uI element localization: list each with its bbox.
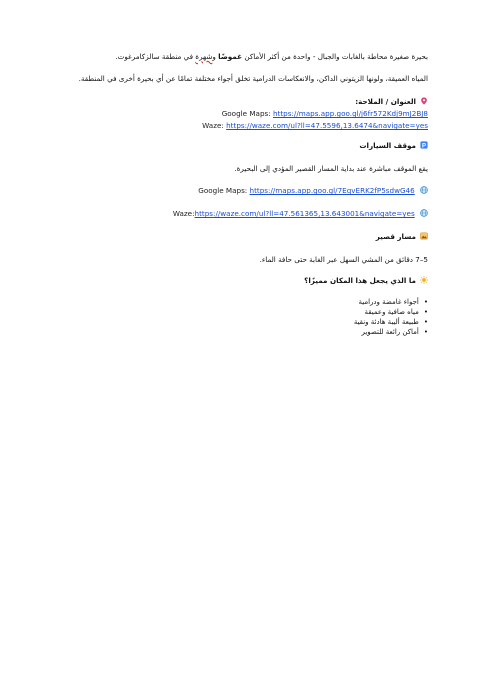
address-waze-line [202,121,428,131]
special-heading-text: ما الذي يجعل هذا المكان مميزًا؟ [304,276,416,285]
list-item: • مياه صافية وعميقة [354,307,428,317]
parking-icon [420,141,428,149]
parking-waze-link[interactable]: https://waze.com/ul?ll=47.561365,13.643001&navigate=yes [194,209,415,218]
list-item: • أماكن رائعة للتصوير [354,327,428,337]
special-list [354,297,428,337]
parking-google-line [198,186,428,196]
intro-underlined-word: شهرة [195,52,213,61]
route-icon [420,232,428,240]
parking-google-link[interactable]: https://maps.app.goo.gl/7EqvERK2fP5sdwG46 [249,186,415,195]
address-google-link[interactable]: https://maps.app.goo.gl/j6fr572Kdj9mJ2BJ8 [272,109,428,118]
route-heading [376,232,428,242]
intro-line-2: المياه العميقة، ولونها الزيتوني الداكن، والانعكاسات الدرامية تخلق أجواء مختلفة تمامًا عن أي بحيرة أخرى في المنطقة. [78,74,428,83]
sparkle-icon [420,276,428,284]
address-google-label: Google Maps: [221,109,271,118]
list-item: • طبيعة أليبة هادئة ونقية [354,317,428,327]
globe-icon [420,186,428,194]
parking-google-label: Google Maps: [198,186,248,195]
list-item: • أجواء غامضة ودرامية [354,297,428,307]
address-waze-link[interactable]: https://waze.com/ul?ll=47.5596,13.6474&navigate=yes [226,121,428,130]
special-heading [304,276,428,286]
globe-icon [420,209,428,217]
address-heading-text: العنوان / الملاحة: [355,97,416,106]
intro-bold-word: غموضًا [218,52,243,61]
parking-waze-label: Waze: [172,209,195,218]
intro-text-end: في منطقة سالزكامرغوت. [115,52,193,61]
intro-line-1 [115,52,428,62]
svg-text:P: P [421,143,427,149]
address-heading [355,97,428,107]
address-waze-label: Waze: [202,121,224,130]
address-google-line [222,109,428,119]
parking-heading-text: موقف السيارات [359,141,416,150]
intro-conjunction: و [212,52,216,61]
pin-icon [420,97,428,105]
intro-text-start: بحيرة صغيرة محاطة بالغابات والجبال - واحدة من أكثر الأماكن [244,52,428,61]
parking-waze-line [173,209,428,219]
parking-text: يقع الموقف مباشرة عند بداية المسار القصير المؤدي إلى البحيرة. [234,164,428,173]
route-heading-text: مسار قصير [375,232,416,241]
parking-heading [359,141,428,151]
route-text: 5–7 دقائق من المشي السهل عبر الغابة حتى حافة الماء. [259,255,428,264]
